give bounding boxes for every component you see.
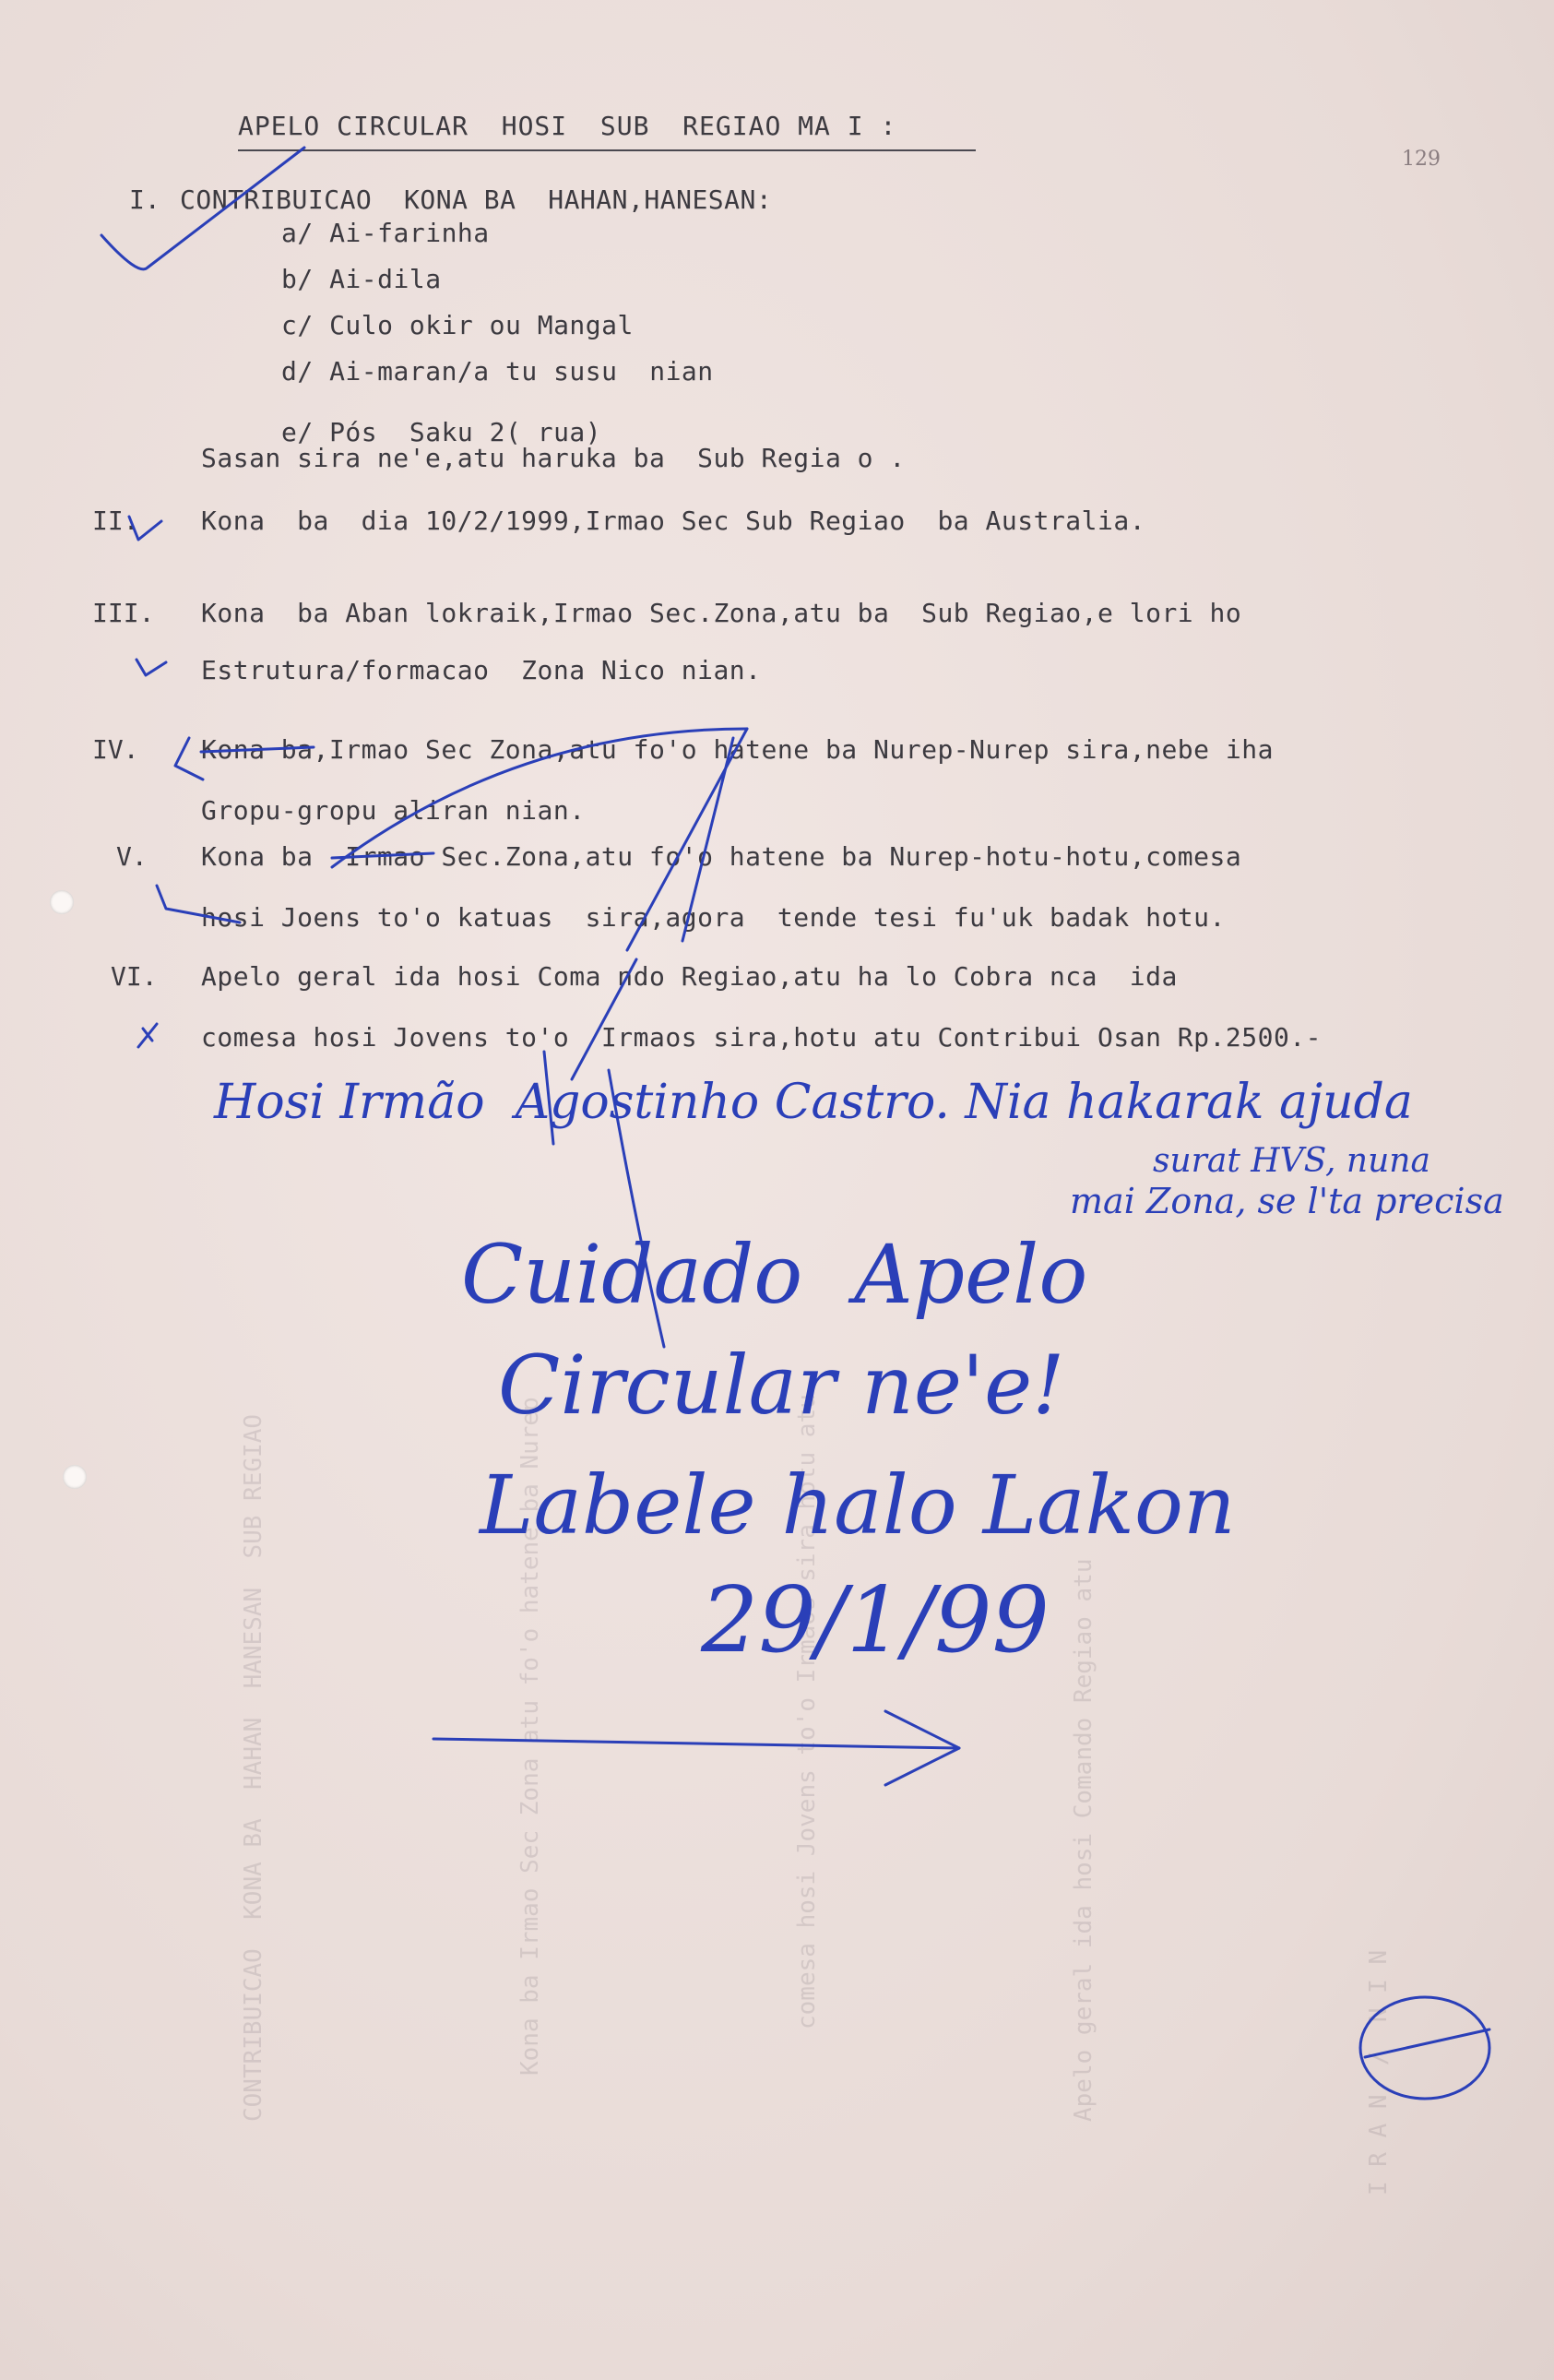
handwritten-note: mai Zona, se l'ta precisa [1070, 1181, 1504, 1221]
bleed-through-text: Kona ba Irmao Sec Zona atu fo'o hatene ba Nurep [516, 1397, 544, 2076]
document-title: APELO CIRCULAR HOSI SUB REGIAO MA I : [238, 111, 897, 141]
section-numeral-iii: III. [92, 598, 155, 628]
bleed-through-text: I R A N / N I N [1365, 1949, 1393, 2196]
section-numeral-iv: IV. [92, 734, 139, 765]
check-mark-icon [136, 660, 166, 675]
check-mark-icon [101, 148, 304, 269]
bleed-through-text: Apelo geral ida hosi Comando Regiao atu [1070, 1558, 1097, 2122]
section-numeral-vi: VI. [111, 961, 158, 992]
handwritten-note: Circular ne'e! [498, 1338, 1065, 1433]
bleed-through-text: CONTRIBUICAO KONA BA HAHAN HANESAN SUB REGIAO [240, 1413, 267, 2122]
list-item: e/ Pós Saku 2( rua) [281, 417, 602, 447]
handwritten-note: Hosi Irmão Agostinho Castro. Nia hakarak ajuda [214, 1075, 1413, 1130]
pen-line [609, 1070, 664, 1347]
handwritten-date: 29/1/99 [701, 1568, 1050, 1673]
circle-slash [1365, 2029, 1489, 2057]
arrow-shaft [433, 1739, 959, 1748]
section-numeral-ii: II. [92, 506, 139, 536]
section-numeral-v: V. [116, 841, 148, 872]
section-ii-text: Kona ba dia 10/2/1999,Irmao Sec Sub Regiao ba Australia. [201, 506, 1146, 536]
section-vi-text: Apelo geral ida hosi Coma ndo Regiao,atu ha lo Cobra nca ida [201, 961, 1178, 992]
pen-line [682, 738, 733, 941]
page-number: 129 [1402, 148, 1441, 171]
section-iii-text: Estrutura/formacao Zona Nico nian. [201, 655, 762, 685]
section-iii-text: Kona ba Aban lokraik,Irmao Sec.Zona,atu ba Sub Regiao,e lori ho [201, 598, 1242, 628]
bleed-through-text: comesa hosi Jovens to'o Irmaos sira hotu atu [793, 1394, 821, 2029]
section-vi-text: comesa hosi Jovens to'o Irmaos sira,hotu atu Contribui Osan Rp.2500.- [201, 1022, 1323, 1053]
list-item: d/ Ai-maran/a tu susu nian [281, 356, 714, 387]
list-item: a/ Ai-farinha [281, 218, 490, 248]
section-i-closing: Sasan sira ne'e,atu haruka ba Sub Regia o . [201, 443, 906, 473]
section-iv-text: Kona ba,Irmao Sec Zona,atu fo'o hatene ba Nurep-Nurep sira,nebe iha [201, 734, 1274, 765]
section-v-text: hosi Joens to'o katuas sira,agora tende tesi fu'uk badak hotu. [201, 902, 1226, 933]
bracket-mark-icon [175, 738, 203, 779]
list-item: c/ Culo okir ou Mangal [281, 310, 634, 340]
check-mark-icon [129, 517, 161, 540]
section-v-text: Kona ba Irmao Sec.Zona,atu fo'o hatene ba Nurep-hotu-hotu,comesa [201, 841, 1242, 872]
list-item: b/ Ai-dila [281, 264, 442, 294]
strike-line [201, 747, 314, 752]
section-i-heading: CONTRIBUICAO KONA BA HAHAN,HANESAN: [180, 184, 773, 215]
section-numeral-i: I. [129, 184, 160, 215]
bracket-mark-icon [157, 886, 240, 922]
pen-line [572, 959, 636, 1079]
handwritten-note: Labele halo Lakon [480, 1458, 1236, 1553]
pen-line [544, 1052, 553, 1144]
handwritten-note: surat HVS, nuna [1153, 1142, 1430, 1180]
section-iv-text: Gropu-gropu aliran nian. [201, 795, 586, 826]
circle-mark-icon [1360, 1997, 1489, 2099]
x-mark-icon [138, 1024, 157, 1047]
handwritten-note: Cuidado Apelo [461, 1227, 1088, 1322]
